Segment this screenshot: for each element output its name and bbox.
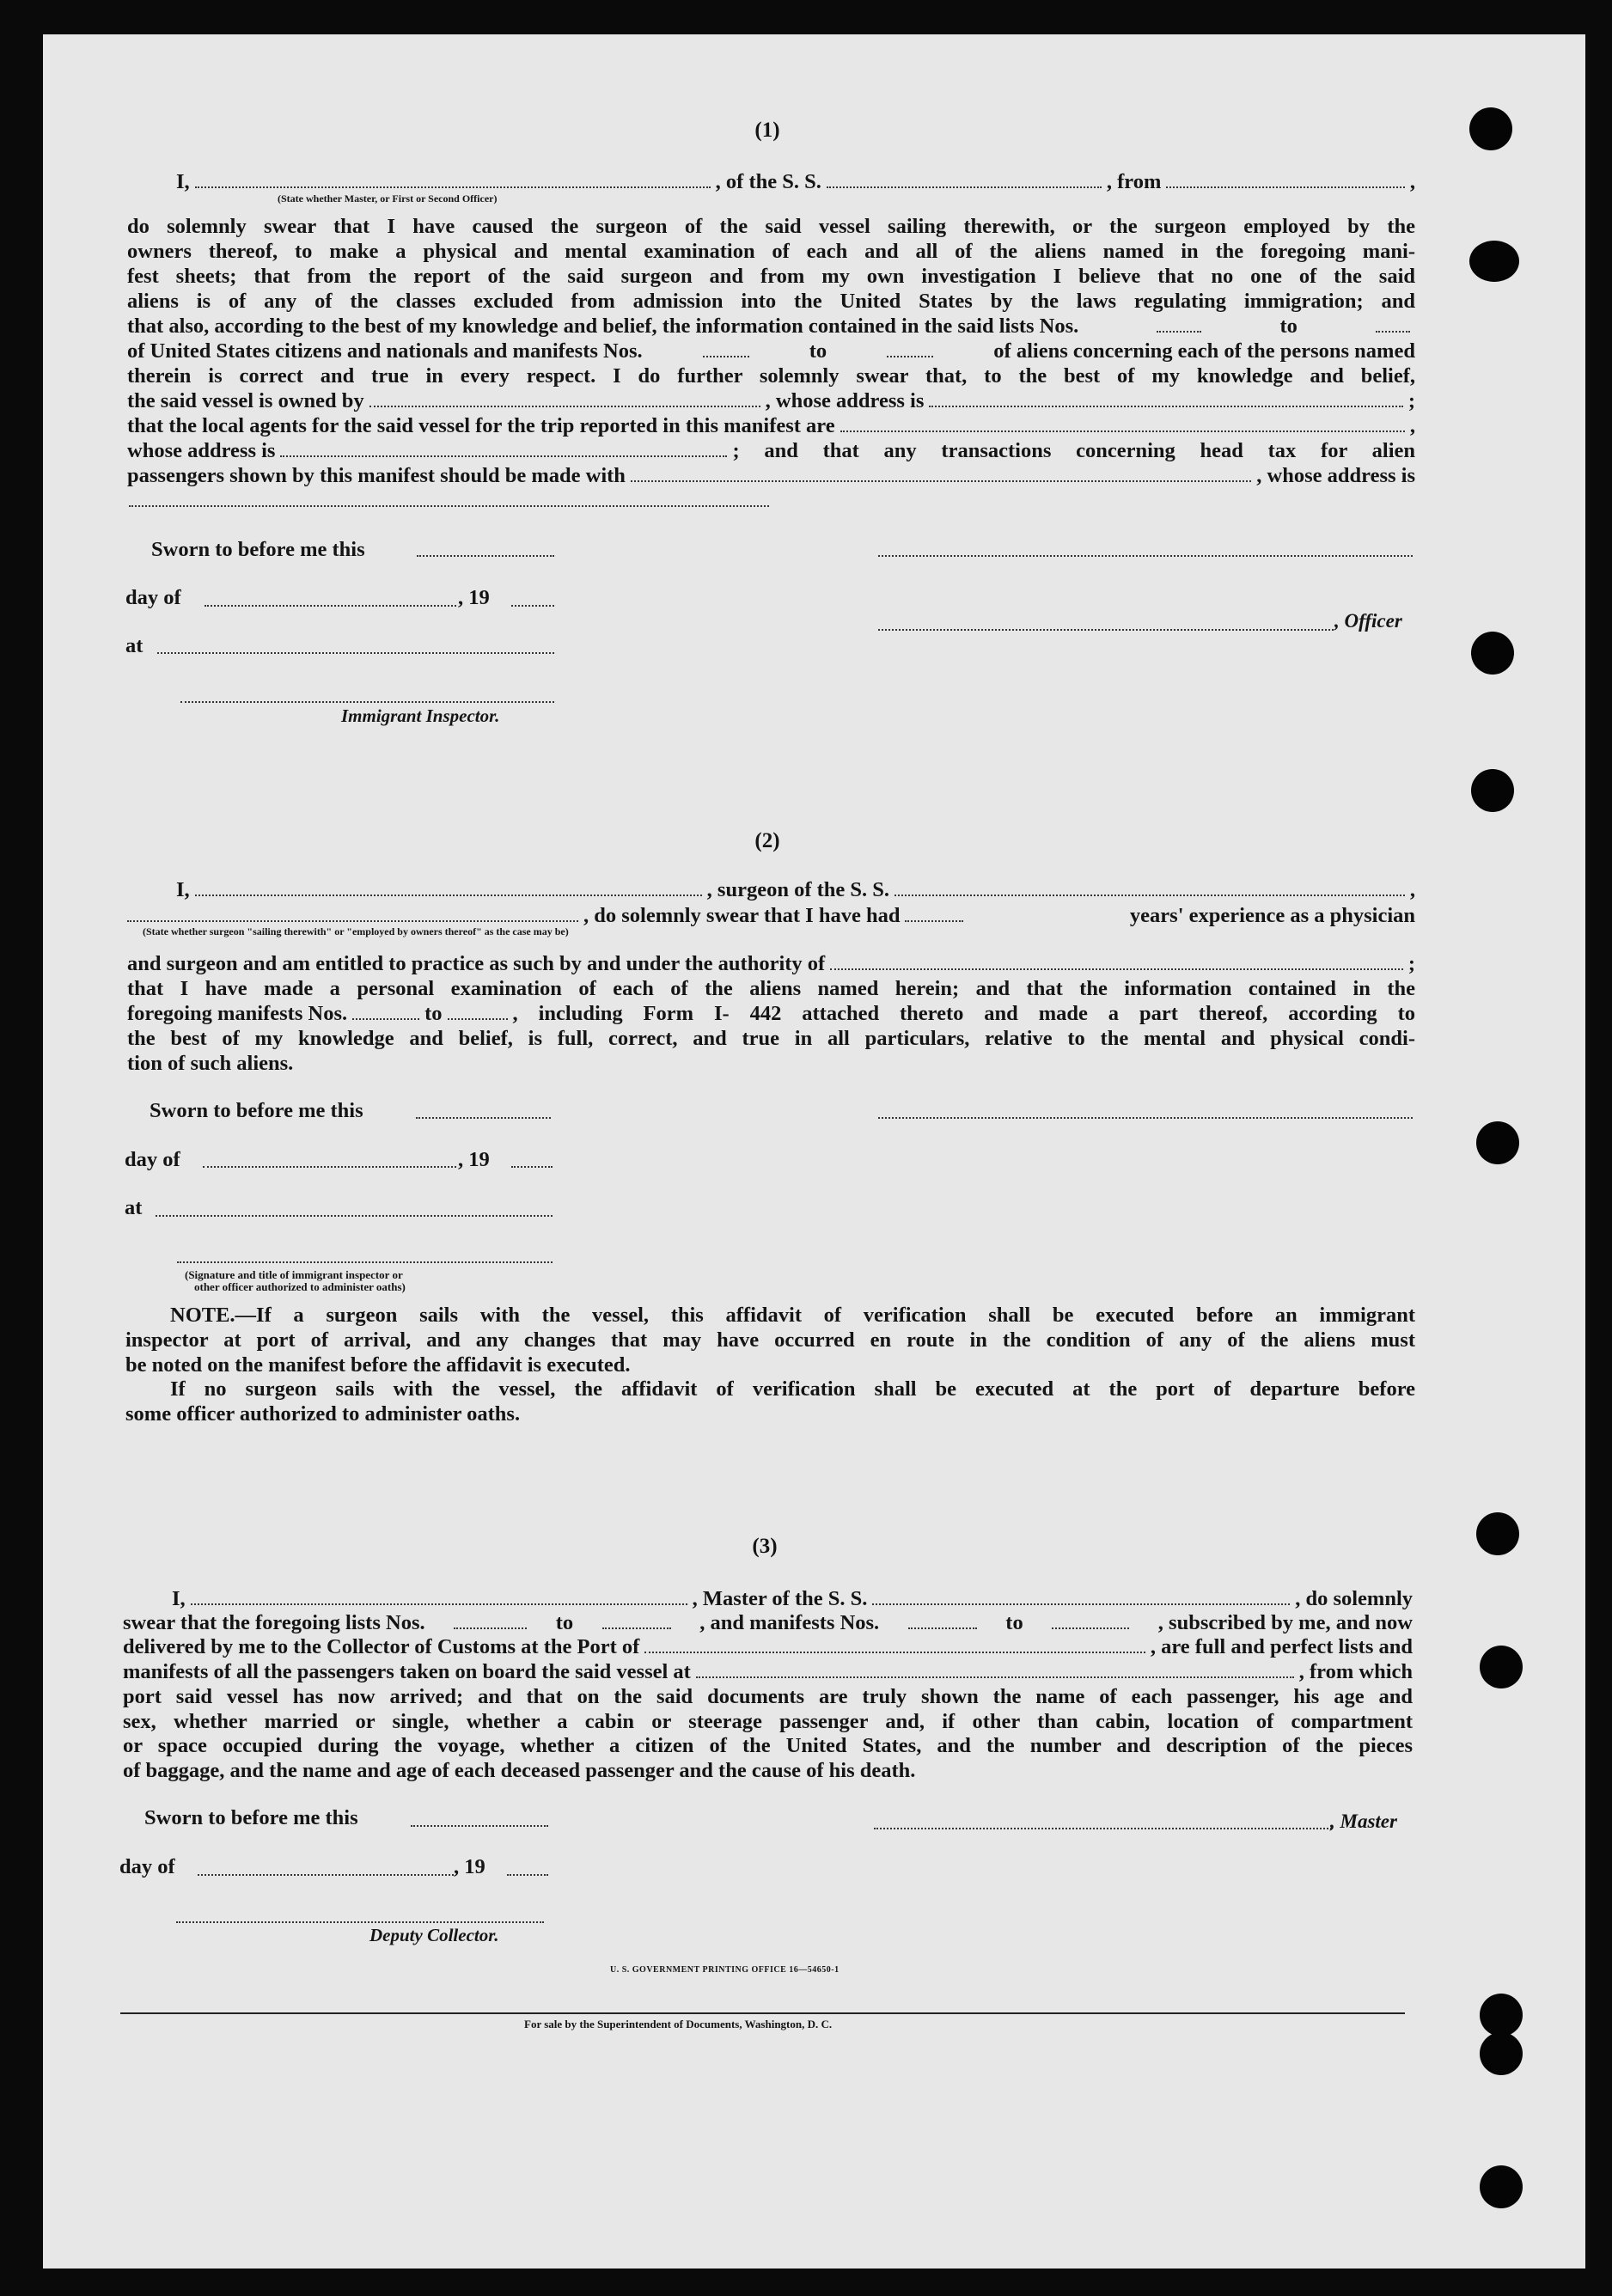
s3-manifests-to-field[interactable] xyxy=(1052,1626,1129,1629)
s1-inspector-label: Immigrant Inspector. xyxy=(341,705,500,726)
s2-inspector-signature-field[interactable] xyxy=(177,1261,553,1263)
s1-p11b: , whose address is xyxy=(1256,464,1415,487)
lists-from-field[interactable] xyxy=(1157,329,1201,333)
s1-p9: that the local agents for the said vessel for the trip reported in this manifest are xyxy=(127,414,835,437)
s1-p5b: to xyxy=(1279,314,1298,338)
s2-sworn-date-field[interactable] xyxy=(416,1117,551,1119)
s2-l1b: , surgeon of the S. S. xyxy=(706,878,890,901)
s1-officer-signature-field[interactable] xyxy=(878,555,1413,557)
s3-l1c: , do solemnly xyxy=(1295,1587,1413,1610)
s2-p5a: foregoing manifests Nos. xyxy=(127,1002,348,1025)
s2-at-field[interactable] xyxy=(156,1215,553,1217)
s1-p6b: to xyxy=(809,339,827,363)
section-3-number: (3) xyxy=(752,1535,778,1558)
s3-sworn-date-field[interactable] xyxy=(411,1825,548,1827)
s1-at-field[interactable] xyxy=(157,652,554,654)
s2-para-line xyxy=(127,951,1415,976)
binder-hole xyxy=(1469,107,1512,150)
s3-day-label: day of xyxy=(119,1855,175,1878)
note-line: NOTE.—If a surgeon sails with the vessel, this affidavit of verification shall be executed before an immigrant xyxy=(170,1304,1415,1327)
s3-para-line: or space occupied during the voyage, whether a citizen of the United States, and the number and description of the pieces xyxy=(123,1734,1413,1757)
s2-line1 xyxy=(176,877,1415,902)
binder-hole xyxy=(1480,2032,1523,2075)
s1-para-line: do solemnly swear that I have caused the surgeon of the said vessel sailing therewith, or the surgeon employed by the xyxy=(127,215,1415,238)
s1-at-label: at xyxy=(125,634,143,657)
s1-p6c: of aliens concerning each of the persons named xyxy=(993,339,1415,363)
s2-para-line: tion of such aliens. xyxy=(127,1052,294,1075)
s3-l1b: , Master of the S. S. xyxy=(692,1587,868,1610)
s3-manifests-from-field[interactable] xyxy=(908,1626,977,1629)
binder-hole xyxy=(1471,632,1514,675)
s1-p6a: of United States citizens and nationals and manifests Nos. xyxy=(127,339,643,363)
section-2-number: (2) xyxy=(754,829,780,852)
s2-day-field[interactable] xyxy=(203,1166,456,1168)
s3-line2 xyxy=(123,1610,1413,1635)
s3-master-label: , Master xyxy=(1330,1811,1397,1832)
surgeon-note: (State whether surgeon "sailing therewith" or "employed by owners thereof" as the case may be) xyxy=(143,925,569,937)
s3-para-line: of baggage, and the name and age of each deceased passenger and the cause of his death. xyxy=(123,1759,916,1782)
s2-para-line: that I have made a personal examination of each of the aliens named herein; and that the information contained in the xyxy=(127,977,1415,1000)
master-name-field[interactable] xyxy=(191,1602,687,1605)
lists-to-field[interactable] xyxy=(1376,329,1410,333)
s1-inspector-signature-field[interactable] xyxy=(180,701,554,703)
manifests-to-field[interactable] xyxy=(887,354,933,357)
s1-p8c: ; xyxy=(1407,389,1415,412)
head-tax-address-field[interactable] xyxy=(129,505,769,507)
s3-master-signature-field[interactable] xyxy=(874,1828,1332,1829)
from-port-field[interactable] xyxy=(1166,185,1405,188)
s1-para-line: aliens is of any of the classes excluded from admission into the United States by the laws regulating immigration; and xyxy=(127,290,1415,313)
s2-at-label: at xyxy=(125,1196,143,1219)
s2-day-label: day of xyxy=(125,1148,180,1171)
s2-para-line: the best of my knowledge and belief, is full, correct, and true in all particulars, relative to the mental and physical condi- xyxy=(127,1027,1415,1050)
s1-p8a: the said vessel is owned by xyxy=(127,389,364,412)
note-line: inspector at port of arrival, and any changes that may have occurred en route in the condition of any of the aliens must xyxy=(125,1328,1415,1352)
s3-sworn-label: Sworn to before me this xyxy=(144,1806,358,1829)
s1-para-line xyxy=(127,339,1415,363)
owner-address-field[interactable] xyxy=(929,404,1402,407)
s3-l2a: swear that the foregoing lists Nos. xyxy=(123,1611,425,1634)
note-line: be noted on the manifest before the affidavit is executed. xyxy=(125,1353,631,1377)
s1-para-line xyxy=(127,463,1415,488)
agents-address-field[interactable] xyxy=(280,454,727,457)
s1-para-line: owners thereof, to make a physical and mental examination of each and all of the aliens named in the foregoing mani- xyxy=(127,240,1415,263)
s1-para-line xyxy=(127,438,1415,463)
binder-hole xyxy=(1471,769,1514,812)
s1-sworn-label: Sworn to before me this xyxy=(151,538,365,561)
s2-year-label: , 19 xyxy=(458,1148,490,1171)
s2-l1c: , xyxy=(1409,878,1415,901)
s3-lists-to-field[interactable] xyxy=(602,1626,671,1629)
surgeon-status-field[interactable] xyxy=(127,919,578,922)
s1-p10a: whose address is xyxy=(127,439,276,462)
s3-l2b: to xyxy=(555,1611,574,1634)
s3-l2d: to xyxy=(1005,1611,1023,1634)
s3-line3 xyxy=(123,1634,1413,1659)
binder-hole xyxy=(1480,1994,1523,2036)
boarding-port-field[interactable] xyxy=(696,1675,1294,1678)
s1-para-line: fest sheets; that from the report of the said surgeon and from my own investigation I believe that no one of the said xyxy=(127,265,1415,288)
binder-hole xyxy=(1476,1121,1519,1164)
s3-l2e: , subscribed by me, and now xyxy=(1157,1611,1413,1634)
s1-day-label: day of xyxy=(125,586,181,609)
s3-day-field[interactable] xyxy=(198,1874,454,1876)
s3-deputy-label: Deputy Collector. xyxy=(369,1925,499,1945)
s1-sworn-date-field[interactable] xyxy=(417,555,554,557)
s3-lists-from-field[interactable] xyxy=(454,1626,527,1629)
s1-p10b: ; and that any transactions concerning head tax for alien xyxy=(732,439,1415,462)
s2-sworn-label: Sworn to before me this xyxy=(150,1099,363,1122)
s3-para-line: sex, whether married or single, whether a cabin or steerage passenger and, if other than cabin, location of compartment xyxy=(123,1710,1413,1733)
sale-notice: For sale by the Superintendent of Documents, Washington, D. C. xyxy=(524,2018,833,2030)
s3-deputy-signature-field[interactable] xyxy=(176,1921,544,1923)
authority-field[interactable] xyxy=(830,967,1403,970)
s3-ship-field[interactable] xyxy=(872,1602,1290,1605)
s1-para-line xyxy=(127,413,1415,438)
s1-officer-name-field[interactable] xyxy=(878,629,1334,631)
s3-l3a: delivered by me to the Collector of Customs at the Port of xyxy=(123,1635,640,1658)
s1-line1 xyxy=(176,169,1415,194)
note-line: some officer authorized to administer oaths. xyxy=(125,1402,521,1426)
s1-para-line xyxy=(127,388,1415,413)
section-1-number: (1) xyxy=(754,119,780,142)
s1-p11a: passengers shown by this manifest should be made with xyxy=(127,464,626,487)
port-field[interactable] xyxy=(644,1650,1145,1653)
s2-p5c: , including Form I- 442 attached thereto and made a part thereof, according to xyxy=(512,1002,1415,1025)
sig-note-line1: (Signature and title of immigrant inspector or xyxy=(185,1268,403,1281)
head-tax-contact-field[interactable] xyxy=(631,479,1251,482)
s2-p3c: ; xyxy=(1407,952,1415,975)
s3-year-field[interactable] xyxy=(507,1874,548,1876)
s1-year-field[interactable] xyxy=(511,605,554,607)
s1-line1-c: , from xyxy=(1106,170,1162,193)
s1-line1-b: , of the S. S. xyxy=(715,170,821,193)
s1-p9c: , xyxy=(1409,414,1415,437)
s1-para-line xyxy=(127,314,1415,339)
s2-year-field[interactable] xyxy=(511,1166,553,1168)
s2-ship-field[interactable] xyxy=(895,893,1405,896)
s1-line1-d: , xyxy=(1409,170,1415,193)
s3-l4b: , from which xyxy=(1298,1660,1413,1683)
s1-p5a: that also, according to the best of my knowledge and belief, the information contained in the said lists Nos. xyxy=(127,314,1079,338)
s3-line1 xyxy=(172,1586,1413,1611)
officer-name-field[interactable] xyxy=(195,185,711,188)
s1-day-field[interactable] xyxy=(205,605,456,607)
binder-hole xyxy=(1469,241,1519,282)
s3-para-line: port said vessel has now arrived; and that on the said documents are truly shown the name of each passenger, his age and xyxy=(123,1685,1413,1708)
s2-l1a: I, xyxy=(176,878,190,901)
s2-p3a: and surgeon and am entitled to practice as such by and under the authority of xyxy=(127,952,826,975)
binder-hole xyxy=(1480,2165,1523,2208)
s1-officer-label: , Officer xyxy=(1334,610,1402,632)
agents-field[interactable] xyxy=(840,429,1405,432)
ship-name-field[interactable] xyxy=(827,185,1102,188)
s2-manifests-from-field[interactable] xyxy=(352,1017,419,1020)
s2-manifests-to-field[interactable] xyxy=(448,1017,508,1020)
sig-note-line2: other officer authorized to administer oaths) xyxy=(194,1280,406,1293)
footer-rule xyxy=(120,2012,1405,2014)
binder-hole xyxy=(1476,1512,1519,1555)
years-experience-field[interactable] xyxy=(905,919,963,922)
s3-year-label: , 19 xyxy=(454,1855,485,1878)
owner-field[interactable] xyxy=(369,404,760,407)
s1-year-label: , 19 xyxy=(458,586,490,609)
manifests-from-field[interactable] xyxy=(703,354,749,357)
s2-surgeon-signature-field[interactable] xyxy=(878,1117,1413,1119)
gpo-imprint: U. S. GOVERNMENT PRINTING OFFICE 16—54650-1 xyxy=(610,1965,840,1975)
s3-l1a: I, xyxy=(172,1587,186,1610)
s3-line4 xyxy=(123,1659,1413,1684)
s1-p8b: , whose address is xyxy=(765,389,925,412)
s2-l2b: years' experience as a physician xyxy=(1129,904,1415,927)
s3-l4a: manifests of all the passengers taken on board the said vessel at xyxy=(123,1660,691,1683)
surgeon-name-field[interactable] xyxy=(195,893,702,896)
s2-line2 xyxy=(127,903,1415,928)
binder-hole xyxy=(1480,1646,1523,1688)
s2-p5b: to xyxy=(424,1002,443,1025)
officer-note: (State whether Master, or First or Second Officer) xyxy=(278,192,498,205)
s1-line1-a: I, xyxy=(176,170,190,193)
s3-l3b: , are full and perfect lists and xyxy=(1150,1635,1413,1658)
s1-para-line: therein is correct and true in every respect. I do further solemnly swear that, to the best of my knowledge and belief, xyxy=(127,364,1415,388)
note-line: If no surgeon sails with the vessel, the affidavit of verification shall be executed at the port of departure before xyxy=(170,1377,1415,1401)
s2-l2a: , do solemnly swear that I have had xyxy=(583,904,901,927)
s3-l2c: , and manifests Nos. xyxy=(699,1611,880,1634)
s2-para-line xyxy=(127,1001,1415,1026)
